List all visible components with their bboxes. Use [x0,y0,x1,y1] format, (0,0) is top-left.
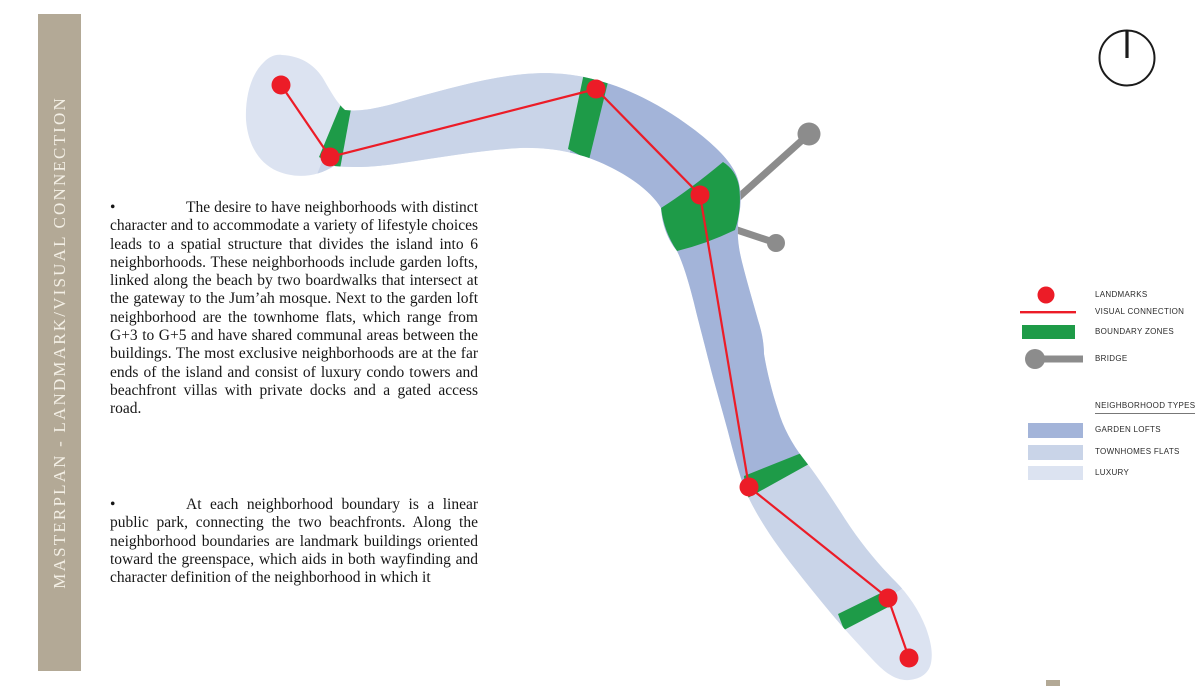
page-edge-mark [1046,680,1060,686]
paragraph-text: The desire to have neighborhoods with distinct character and to accommodate a variety of lifestyle choices leads to a spatial structure that divides the island into 6 neighborhoods. These neighborhoods include garden lofts, linked along the beach by two boardwalks that intersect at the gateway to the Jum’ah mosque. Next to the garden loft neighborhood are the townhome flats, which range from G+3 to G+5 and have shared communal areas between the buildings. The most exclusive neighborhoods are at the far ends of the island and consist of luxury condo towers and beachfront villas with private docks and a gated access road. [110,199,478,418]
paragraph-neighborhood-structure [110,199,478,419]
landmark-6-icon [879,589,898,608]
landmark-3-icon [587,80,606,99]
legend-label: TOWNHOMES FLATS [1095,447,1180,456]
legend-item-bridge [1010,347,1200,371]
garden-lofts-swatch [1018,418,1088,442]
boundary-zone-legend-icon [1018,320,1088,344]
legend-header-neighborhood-types: NEIGHBORHOOD TYPES [1095,401,1195,414]
bridge-south-pier-icon [767,234,785,252]
page-title: MASTERPLAN - LANDMARK/VISUAL CONNECTION [49,96,69,589]
zone-garden-lofts [564,58,824,487]
luxury-swatch [1018,461,1088,485]
legend-label: VISUAL CONNECTION [1095,307,1185,316]
paragraph-text: At each neighborhood boundary is a linear public park, connecting the two beachfronts. Along the neighborhood boundaries are landmark buildings oriented toward the greenspace, which aids in both wayfinding and character definition of the neighborhood in which it [110,496,478,587]
legend-label: BRIDGE [1095,354,1128,363]
landmark-5-icon [740,478,759,497]
bridges [728,123,821,253]
legend-label: GARDEN LOFTS [1095,425,1161,434]
bridge-legend-icon [1018,347,1088,371]
legend-item-garden-lofts [1010,418,1200,442]
legend-label: BOUNDARY ZONES [1095,327,1175,336]
bullet-icon: • [110,496,116,513]
legend-label: LANDMARKS [1095,290,1148,299]
paragraph-boundary-parks [110,496,478,587]
zone-townhomes-north [316,58,600,177]
landmark-4-icon [691,186,710,205]
landmark-7-icon [900,649,919,668]
landmark-1-icon [272,76,291,95]
bridge-north [730,134,809,205]
landmark-2-icon [321,148,340,167]
legend-item-boundary-zones [1010,320,1200,344]
legend-label: LUXURY [1095,468,1130,477]
bridge-north-pier-icon [798,123,821,146]
legend-item-luxury [1010,461,1200,485]
bullet-icon: • [110,199,116,216]
north-arrow-icon [1100,31,1155,86]
